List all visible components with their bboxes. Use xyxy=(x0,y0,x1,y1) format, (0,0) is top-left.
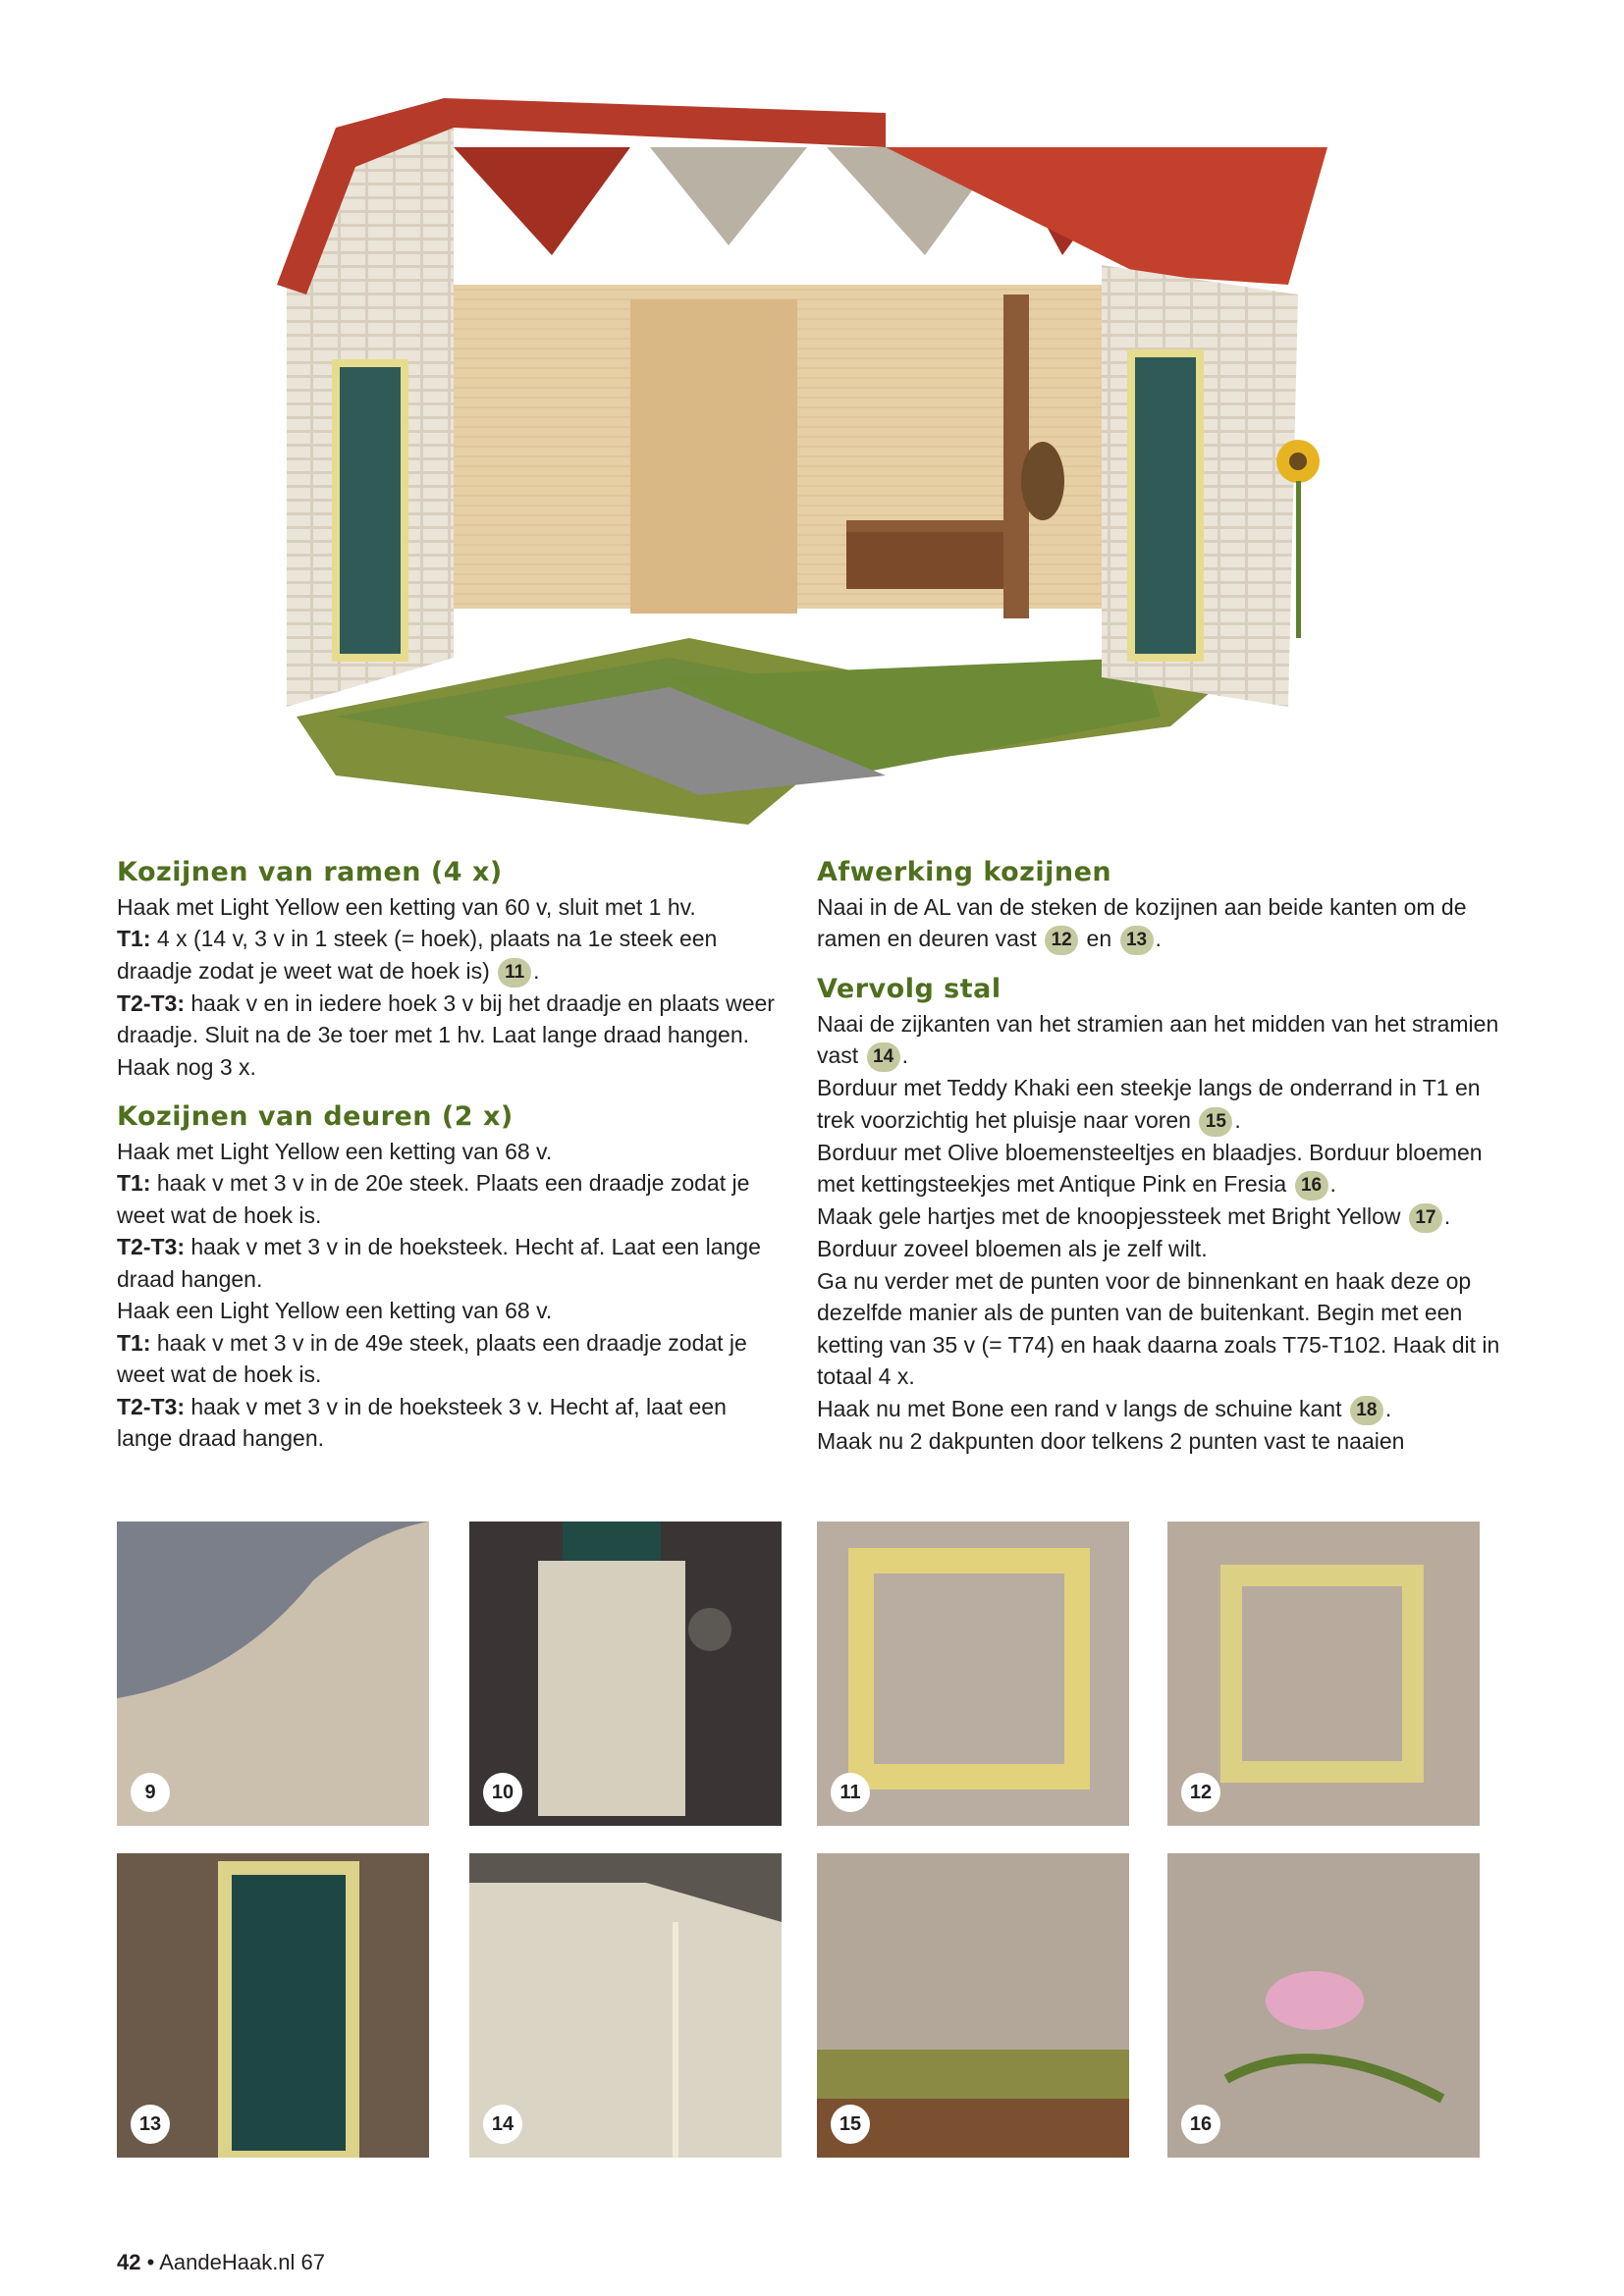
section-window-frames xyxy=(117,856,785,1083)
heading-window-frames: Kozijnen van ramen (4 x) xyxy=(117,857,503,887)
paragraph: Haak met Light Yellow een ketting van 68 v. xyxy=(117,1138,553,1164)
paragraph: Ga nu verder met de punten voor de binnenkant en haak deze op dezelfde manier als de punten van de buitenkant. Begin met een ketting van 35 v (= T74) en haak daarna zoals T75-T102. Haak dit in totaal 4 x. xyxy=(817,1267,1500,1390)
photo-number: 16 xyxy=(1181,2105,1220,2144)
footer-bullet: • xyxy=(146,2250,155,2274)
step-photo-10 xyxy=(469,1522,782,1826)
paragraph: T1: haak v met 3 v in de 20e steek. Plaats een draadje zodat je weet wat de hoek is. xyxy=(117,1170,750,1228)
heading-continue-stable: Vervolg stal xyxy=(817,974,1001,1005)
step-badge: 11 xyxy=(498,958,531,988)
paragraph: T2-T3: haak v met 3 v in de hoeksteek. Hecht af. Laat een lange draad hangen. xyxy=(117,1234,761,1292)
left-text-column xyxy=(117,856,785,1472)
photo-number: 9 xyxy=(131,1773,170,1812)
paragraph: T1: haak v met 3 v in de 49e steek, plaats een draadje zodat je weet wat de hoek is. xyxy=(117,1329,747,1388)
paragraph: Maak gele hartjes met de knoopjessteek met Bright Yellow 17 . xyxy=(817,1201,1504,1233)
step-photo-16 xyxy=(1167,1853,1480,2158)
paragraph: T2-T3: haak v en in iedere hoek 3 v bij het draadje en plaats weer draadje. Sluit na de 3e toer met 1 hv. Laat lange draad hangen. Haak nog 3 x. xyxy=(117,989,775,1080)
paragraph: Borduur zoveel bloemen als je zelf wilt. xyxy=(817,1236,1208,1262)
section-finishing-frames xyxy=(817,856,1504,955)
step-photo-13 xyxy=(117,1853,429,2158)
step-photo-15 xyxy=(817,1853,1129,2158)
paragraph: Haak een Light Yellow een ketting van 68 v. xyxy=(117,1298,553,1324)
magazine-name: AandeHaak.nl 67 xyxy=(159,2250,326,2274)
step-badge: 16 xyxy=(1295,1171,1328,1201)
paragraph: Borduur met Olive bloemensteeltjes en blaadjes. Borduur bloemen met kettingsteekjes met Antique Pink en Fresia 16 . xyxy=(817,1137,1504,1201)
step-badge: 15 xyxy=(1199,1107,1232,1137)
photo-number: 11 xyxy=(831,1773,870,1812)
paragraph: Naai de zijkanten van het stramien aan het midden van het stramien vast 14 . xyxy=(817,1008,1504,1072)
paragraph: T2-T3: haak v met 3 v in de hoeksteek 3 v. Hecht af, laat een lange draad hangen. xyxy=(117,1393,727,1452)
paragraph: Haak met Light Yellow een ketting van 60 v, sluit met 1 hv. xyxy=(117,893,696,920)
step-photo-14 xyxy=(469,1853,782,2158)
paragraph: Naai in de AL van de steken de kozijnen aan beide kanten om de ramen en deuren vast 12 en 13 . xyxy=(817,891,1504,955)
step-badge: 14 xyxy=(867,1042,900,1072)
section-door-frames xyxy=(117,1100,785,1455)
right-text-column xyxy=(817,856,1504,1474)
paragraph: Borduur met Teddy Khaki een steekje langs de onderrand in T1 en trek voorzichtig het pluisje naar voren 15 . xyxy=(817,1072,1504,1136)
step-photo-12 xyxy=(1167,1522,1480,1826)
heading-finishing-frames: Afwerking kozijnen xyxy=(817,857,1112,887)
page-footer xyxy=(117,2250,325,2275)
heading-door-frames: Kozijnen van deuren (2 x) xyxy=(117,1101,514,1133)
step-badge: 17 xyxy=(1409,1203,1442,1233)
photo-number: 14 xyxy=(483,2105,522,2144)
photo-number: 13 xyxy=(131,2105,170,2144)
photo-number: 10 xyxy=(483,1773,522,1812)
section-continue-stable xyxy=(817,973,1504,1457)
paragraph: T1: 4 x (14 v, 3 v in 1 steek (= hoek), plaats na 1e steek een draadje zodat je weet wat de hoek is) 11 . xyxy=(117,923,785,987)
photo-number: 15 xyxy=(831,2105,870,2144)
step-badge: 18 xyxy=(1350,1396,1383,1425)
step-photo-9 xyxy=(117,1522,429,1826)
step-badge: 13 xyxy=(1120,926,1154,955)
photo-number: 12 xyxy=(1181,1773,1220,1812)
paragraph: Maak nu 2 dakpunten door telkens 2 punten vast te naaien xyxy=(817,1427,1405,1454)
page-number: 42 xyxy=(117,2250,141,2274)
hero-photo-barn xyxy=(257,88,1367,834)
step-photo-11 xyxy=(817,1522,1129,1826)
paragraph: Haak nu met Bone een rand v langs de schuine kant 18 . xyxy=(817,1393,1504,1425)
step-badge: 12 xyxy=(1045,926,1078,955)
